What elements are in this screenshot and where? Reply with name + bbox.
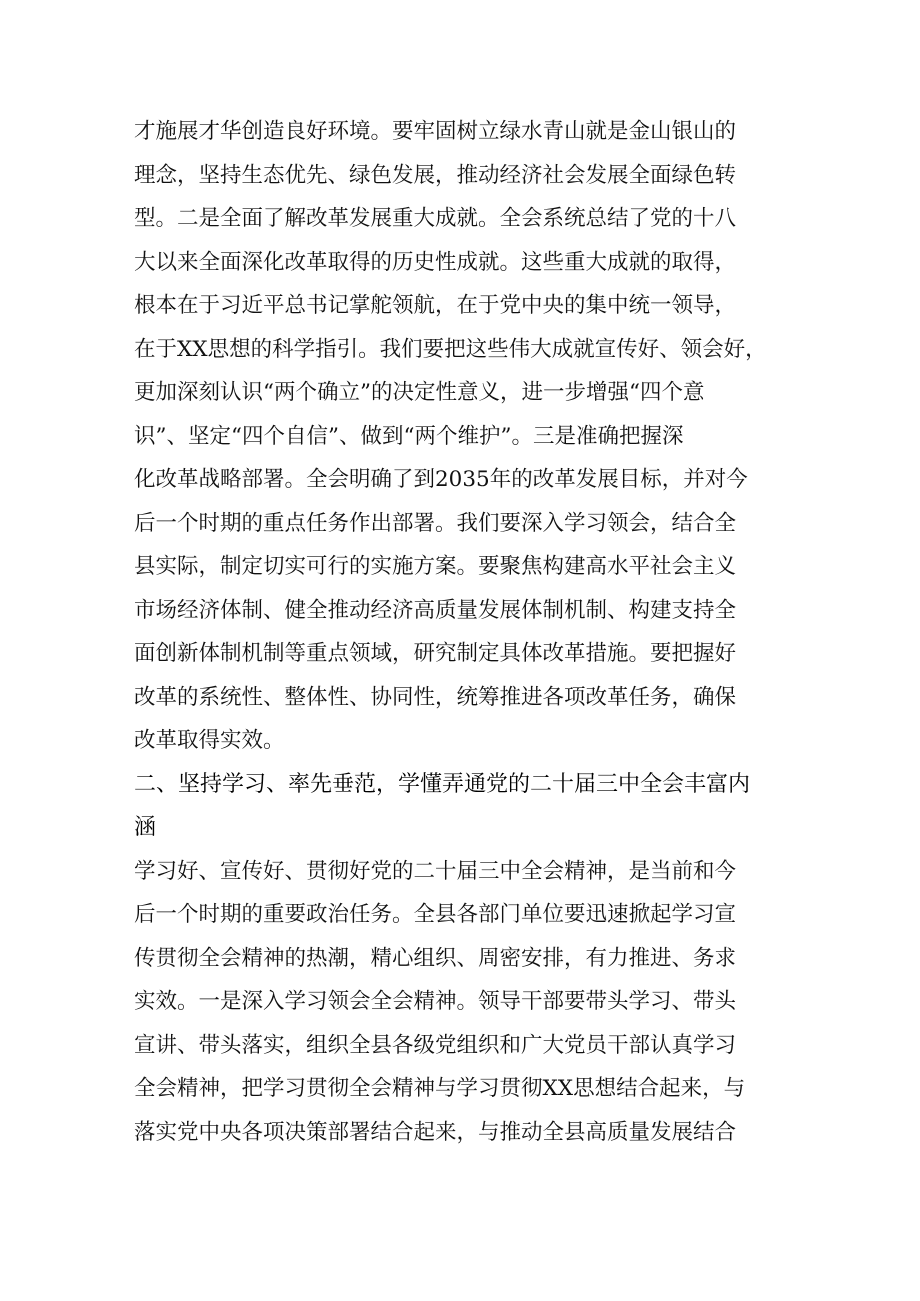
text-line: 学习好、宣传好、贯彻好党的二十届三中全会精神，是当前和今 [134,858,737,884]
text-line: 大以来全面深化改革取得的历史性成就。这些重大成就的取得， [134,249,737,275]
text-line: 改革的系统性、整体性、协同性，统筹推进各项改革任务，确保 [134,684,737,710]
text-line: 县实际，制定切实可行的实施方案。要聚焦构建高水平社会主义 [134,554,737,579]
text-line: 传贯彻全会精神的热潮，精心组织、周密安排，有力推进、务求 [134,945,737,971]
text-line: 识”、坚定“四个自信”、做到“两个维护”。三是准确把握深 [134,423,684,449]
text-line: 型。二是全面了解改革发展重大成就。全会系统总结了党的十八 [134,206,737,231]
text-line: 理念，坚持生态优先、绿色发展，推动经济社会发展全面绿色转 [134,162,737,188]
text-line: 根本在于习近平总书记掌舵领航，在于党中央的集中统一领导， [134,293,737,318]
paragraph-2 [134,850,800,1155]
text-line: 在于XX思想的科学指引。我们要把这些伟大成就宣传好、领会好， [134,336,767,362]
text-line: 改革取得实效。 [134,728,285,753]
text-line: 宣讲、带头落实，组织全县各级党组织和广大党员干部认真学习 [134,1032,737,1058]
text-line: 全会精神，把学习贯彻全会精神与学习贯彻XX思想结合起来，与 [134,1076,746,1101]
text-line: 后一个时期的重点任务作出部署。我们要深入学习领会，结合全 [134,510,737,536]
text-line: 更加深刻认识“两个确立”的决定性意义，进一步增强“四个意 [134,380,705,405]
text-line: 落实党中央各项决策部署结合起来，与推动全县高质量发展结合 [134,1119,737,1145]
document-body [134,110,800,1154]
heading-line: 涵 [134,815,157,840]
paragraph-1 [134,110,800,763]
text-line: 市场经济体制、健全推动经济高质量发展体制机制、构建支持全 [134,597,737,623]
text-line: 后一个时期的重要政治任务。全县各部门单位要迅速掀起学习宣 [134,902,737,927]
text-line: 才施展才华创造良好环境。要牢固树立绿水青山就是金山银山的 [134,119,737,144]
heading-line: 二、坚持学习、率先垂范，学懂弄通党的二十届三中全会丰富内 [134,771,751,797]
text-line: 化改革战略部署。全会明确了到2035年的改革发展目标，并对今 [134,467,748,492]
text-line: 实效。一是深入学习领会全会精神。领导干部要带头学习、带头 [134,989,737,1014]
section-heading-2 [134,763,800,850]
text-line: 面创新体制机制等重点领域，研究制定具体改革措施。要把握好 [134,641,737,666]
